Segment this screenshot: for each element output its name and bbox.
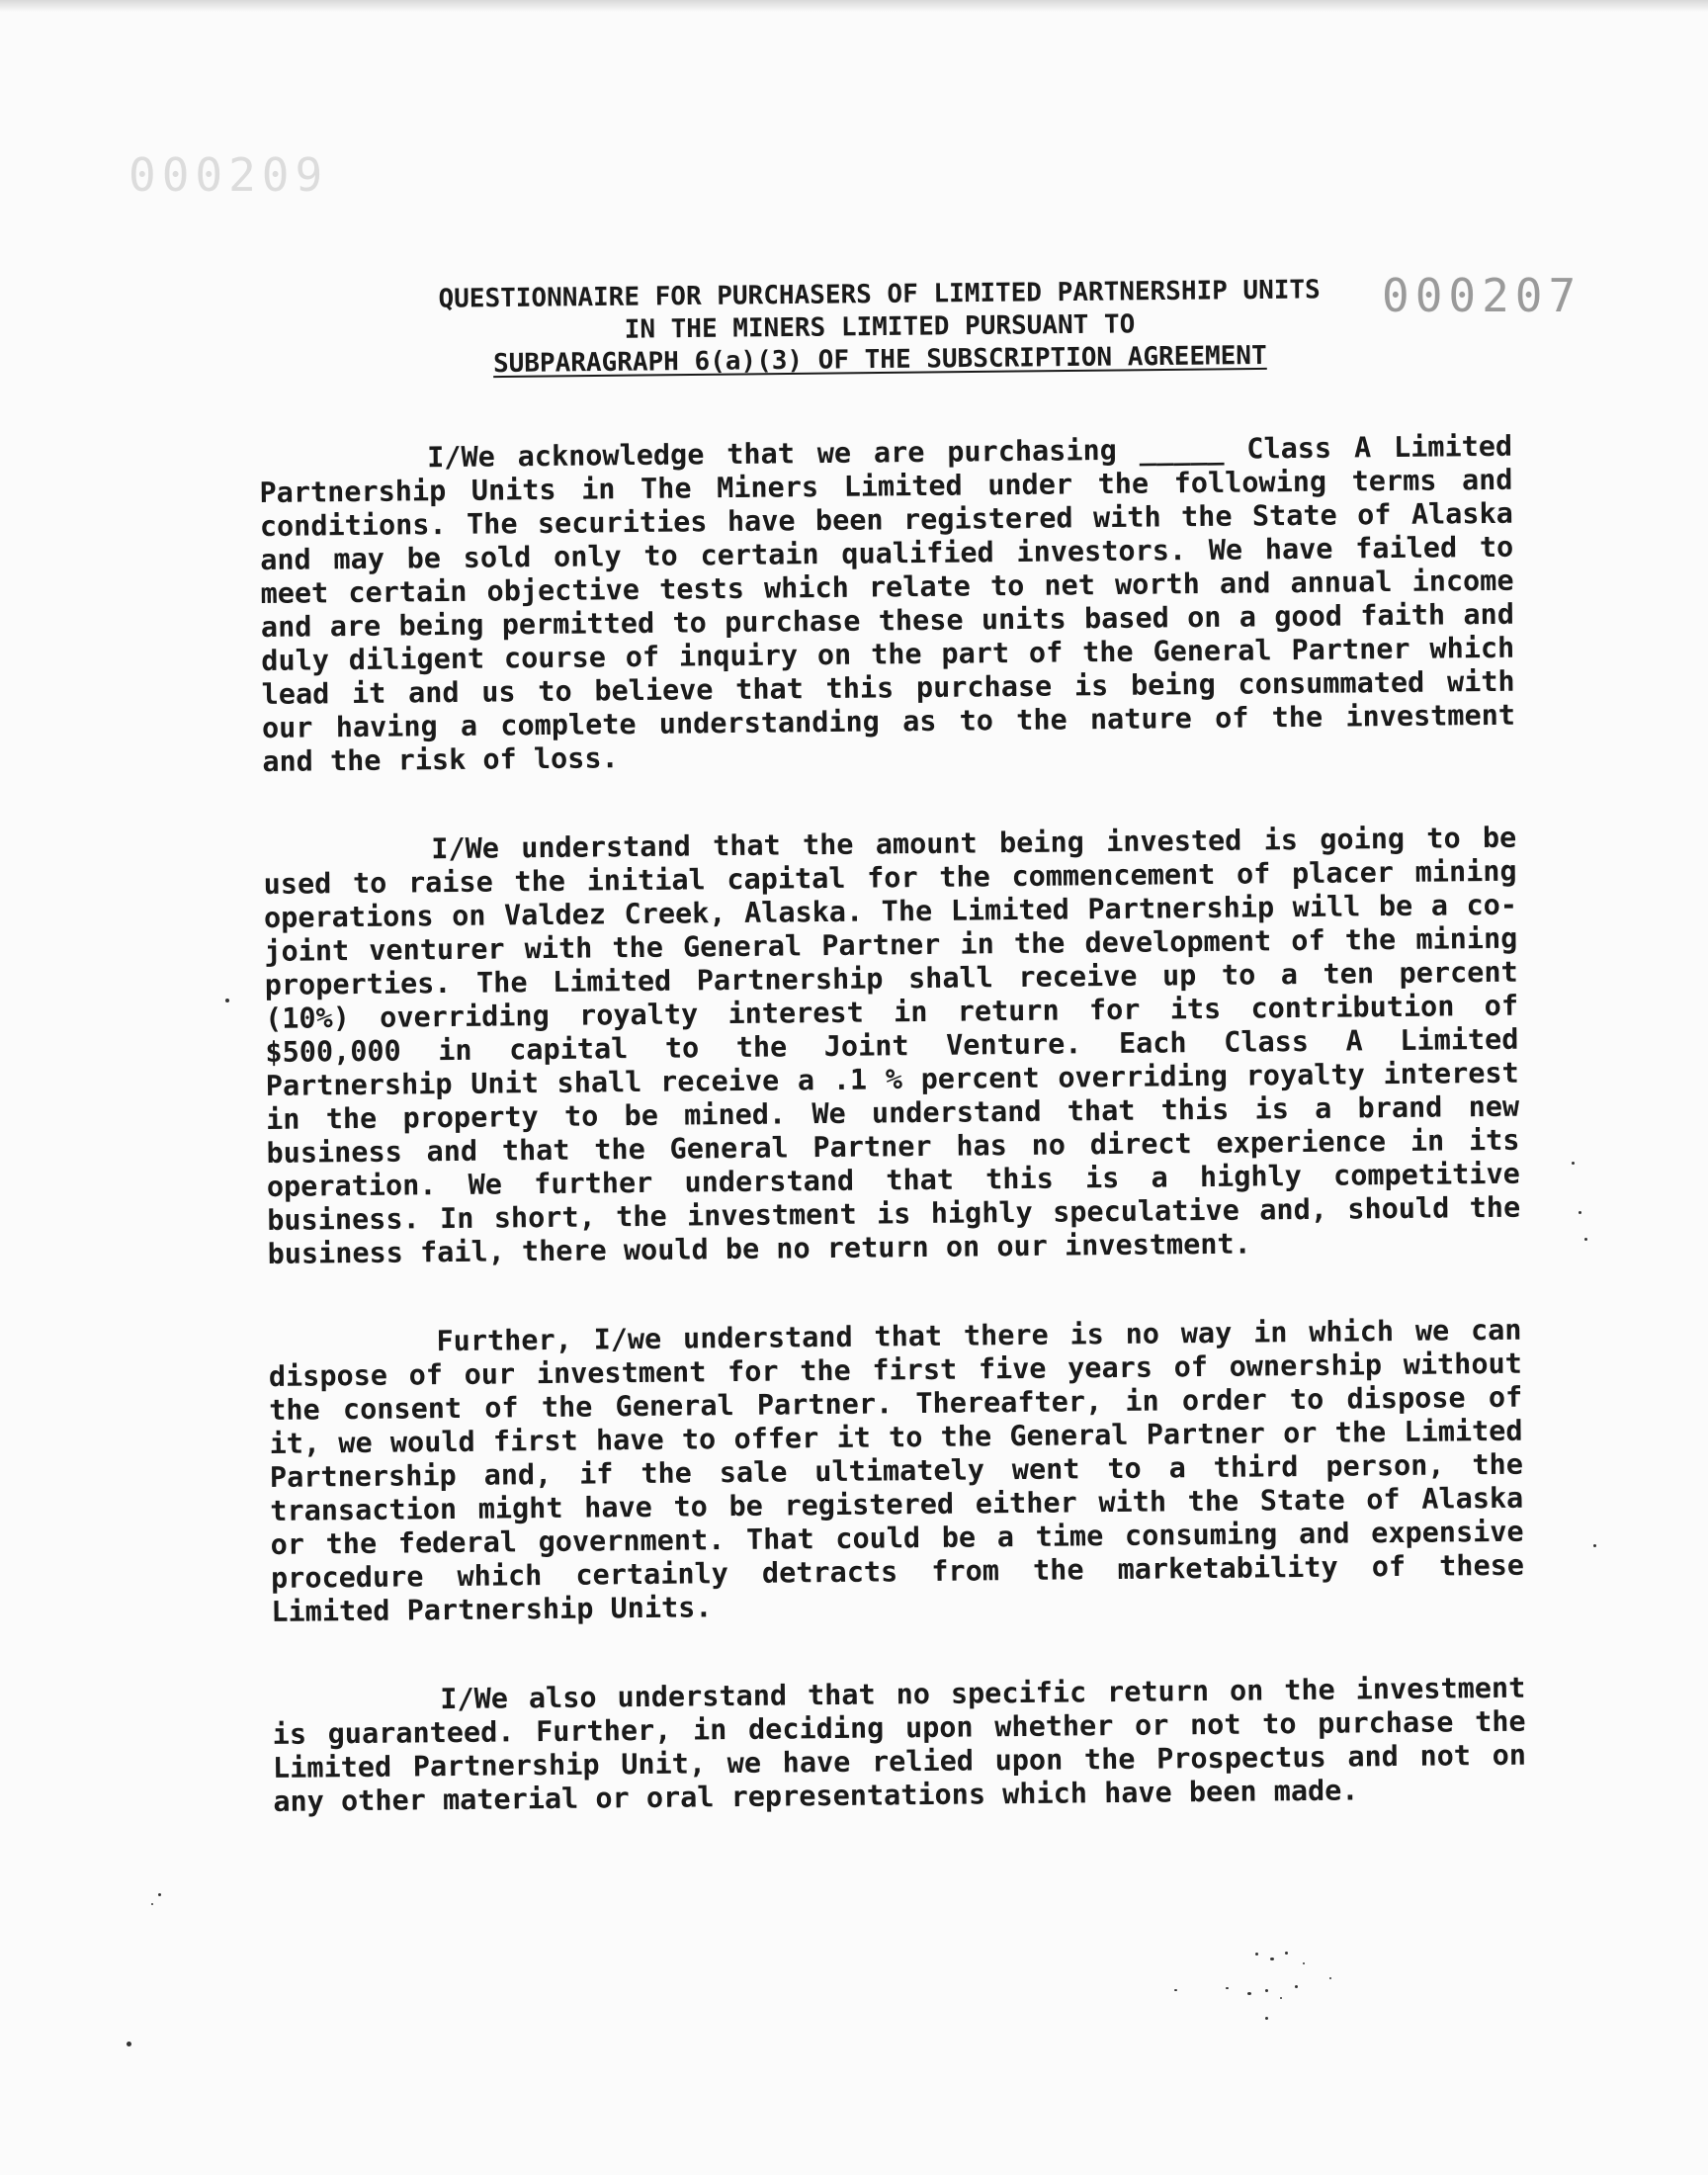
scan-speck (1579, 1211, 1581, 1214)
title-line-1: QUESTIONNAIRE FOR PURCHASERS OF LIMITED PARTNERSHIP UNITS (438, 275, 1321, 314)
scan-speck (151, 1903, 153, 1905)
scan-speck (1593, 1544, 1596, 1547)
scan-speck (1584, 1238, 1587, 1241)
title-line-2: IN THE MINERS LIMITED PURSUANT TO (624, 309, 1136, 345)
scan-speck (1226, 1987, 1229, 1989)
paragraph-use-of-funds: I/We understand that the amount being invested is going to be used to raise the initial capital for the commencement of placer mining operations on Valdez Creek, Alaska. The Limited Partnership will be a co-joint venturer with the General Partner in the development of the mining properties. The Limited Partnership shall receive up to a ten percent (10%) overriding royalty interest in return for its contribution of $500,000 in capital to the Joint Venture. Each Class A Limited Partnership Unit shall receive a .1 % percent overriding royalty interest in the property to be mined. We understand that this is a brand new business and that the General Partner has no direct experience in its operation. We further understand that this is a highly competitive business. In short, the investment is highly speculative and, should the business fail, there would be no return on our investment. (263, 821, 1521, 1270)
document-body (259, 430, 1527, 1874)
scan-speck (1329, 1977, 1331, 1979)
scan-speck (1255, 1953, 1258, 1956)
scan-speck (1270, 1958, 1274, 1960)
scan-speck (1295, 1985, 1298, 1988)
scan-speck (127, 2042, 131, 2046)
scan-speck (1280, 1997, 1282, 1999)
scan-top-edge (0, 0, 1708, 12)
title-line-3-text: SUBPARAGRAPH 6(a)(3) OF THE SUBSCRIPTION AGREEMENT (492, 340, 1267, 380)
scan-speck (1572, 1162, 1575, 1165)
paragraph-acknowledgement: I/We acknowledge that we are purchasing _____ Class A Limited Partnership Units in The Miners Limited under the following terms and conditions. The securities have been registered with the State of Alaska and may be sold only to certain qualified investors. We have failed to meet certain objective tests which relate to net worth and annual income and are being permitted to purchase these units based on a good faith and duly diligent course of inquiry on the part of the General Partner which lead it and us to believe that this purchase is being consummated with our having a complete understanding as to the nature of the investment and the risk of loss. (259, 429, 1516, 778)
paragraph-transfer-restrictions: Further, I/we understand that there is no way in which we can dispose of our investment for the first five years of ownership without the consent of the General Partner. Thereafter, in order to dispose of it, we would first have to offer it to the General Partner or the Limited Partnership and, if the sale ultimately went to a third person, the transaction might have to be registered either with the State of Alaska or the federal government. That could be a time consuming and expensive procedure which certainly detracts from the marketability of these Limited Partnership Units. (268, 1313, 1525, 1628)
faint-bates-stamp: 000209 (128, 148, 329, 202)
scan-speck (158, 1893, 161, 1896)
scan-speck (1303, 1962, 1305, 1964)
paragraph-no-guarantee: I/We also understand that no specific return on the investment is guaranteed. Further, in deciding upon whether or not to purchase the Limited Partnership Unit, we have relied upon the Prospectus and not on any other material or oral representations which have been made. (272, 1671, 1527, 1818)
scan-speck (1265, 2017, 1268, 2020)
scan-speck (1174, 1989, 1177, 1991)
scan-speck (1247, 1992, 1251, 1995)
scan-speck (225, 999, 229, 1002)
scan-speck (1265, 1989, 1268, 1992)
bates-number: 000207 (1382, 269, 1582, 322)
document-title (326, 273, 1434, 383)
scan-speck (1285, 1952, 1288, 1955)
